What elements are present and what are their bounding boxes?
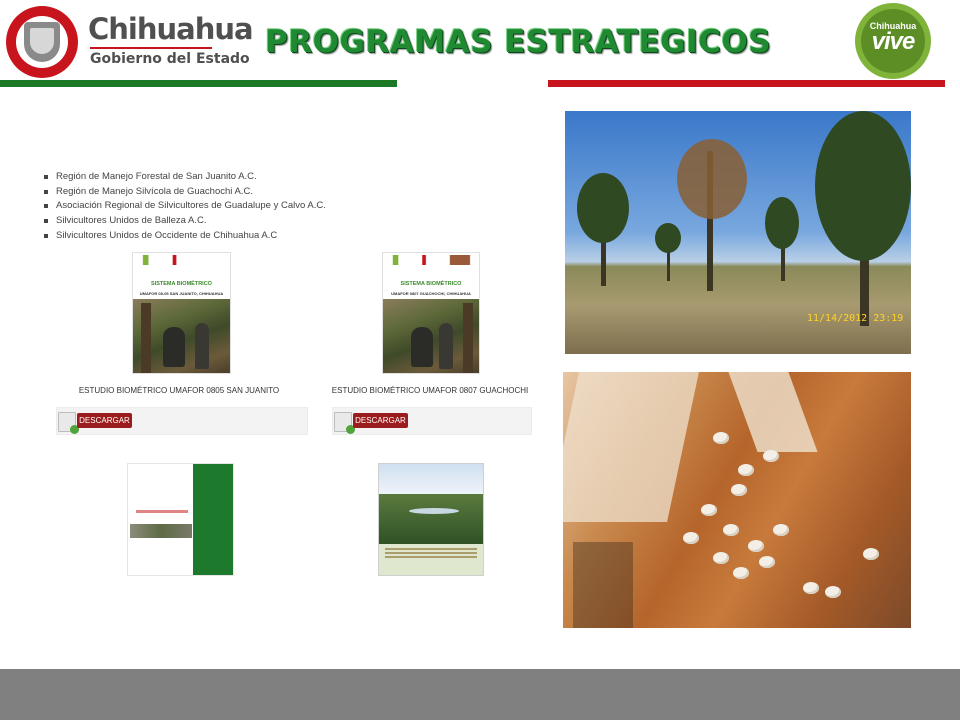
document-caption: ESTUDIO BIOMÉTRICO UMAFOR 0807 GUACHOCHI [331, 386, 529, 395]
cover-title: SISTEMA BIOMÉTRICO [400, 281, 462, 287]
header-rule-red [548, 80, 945, 87]
cover-subtitle: UMAFOR 0807 GUACHOCHI, CHIHUAHUA [391, 291, 471, 296]
download-button[interactable]: DESCARGAR [77, 413, 132, 428]
list-item: Silvicultores Unidos de Occidente de Chihuahua A.C [44, 229, 326, 244]
footer-bar [0, 669, 960, 720]
photo-timestamp: 11/14/2012 23:19 [807, 313, 904, 324]
document-cover-guachochi[interactable] [382, 252, 480, 374]
list-item: Asociación Regional de Silvicultores de Guadalupe y Calvo A.C. [44, 199, 326, 214]
vive-logo-word: vive [871, 28, 915, 55]
brand-name: Chihuahua [88, 12, 253, 46]
cover-subtitle: UMAFOR 08-05 SAN JUANITO, CHIHUAHUA [139, 291, 224, 296]
cover-title: SISTEMA BIOMÉTRICO [151, 281, 212, 287]
list-item: Región de Manejo Forestal de San Juanito A.C. [44, 170, 326, 185]
report-cover-lake[interactable] [378, 463, 484, 576]
bark-beetle-larvae-photo [563, 372, 911, 628]
download-file-icon [58, 412, 76, 432]
organization-list [44, 170, 326, 244]
download-button[interactable]: DESCARGAR [353, 413, 408, 428]
report-cover-informe-tecnico[interactable] [127, 463, 234, 576]
page-title: PROGRAMAS ESTRATEGICOS [265, 24, 772, 60]
list-item: Región de Manejo Silvícola de Guachochi A.C. [44, 185, 326, 200]
brand-subtitle: Gobierno del Estado [90, 51, 250, 67]
list-item: Silvicultores Unidos de Balleza A.C. [44, 214, 326, 229]
document-caption: ESTUDIO BIOMÉTRICO UMAFOR 0805 SAN JUANITO [78, 386, 280, 395]
brand-divider [90, 47, 212, 49]
header-rule-green [0, 80, 397, 87]
document-cover-san-juanito[interactable] [132, 252, 231, 374]
vive-logo-label: Chihuahua [869, 21, 917, 31]
chihuahua-seal-logo [6, 6, 78, 78]
download-file-icon [334, 412, 352, 432]
